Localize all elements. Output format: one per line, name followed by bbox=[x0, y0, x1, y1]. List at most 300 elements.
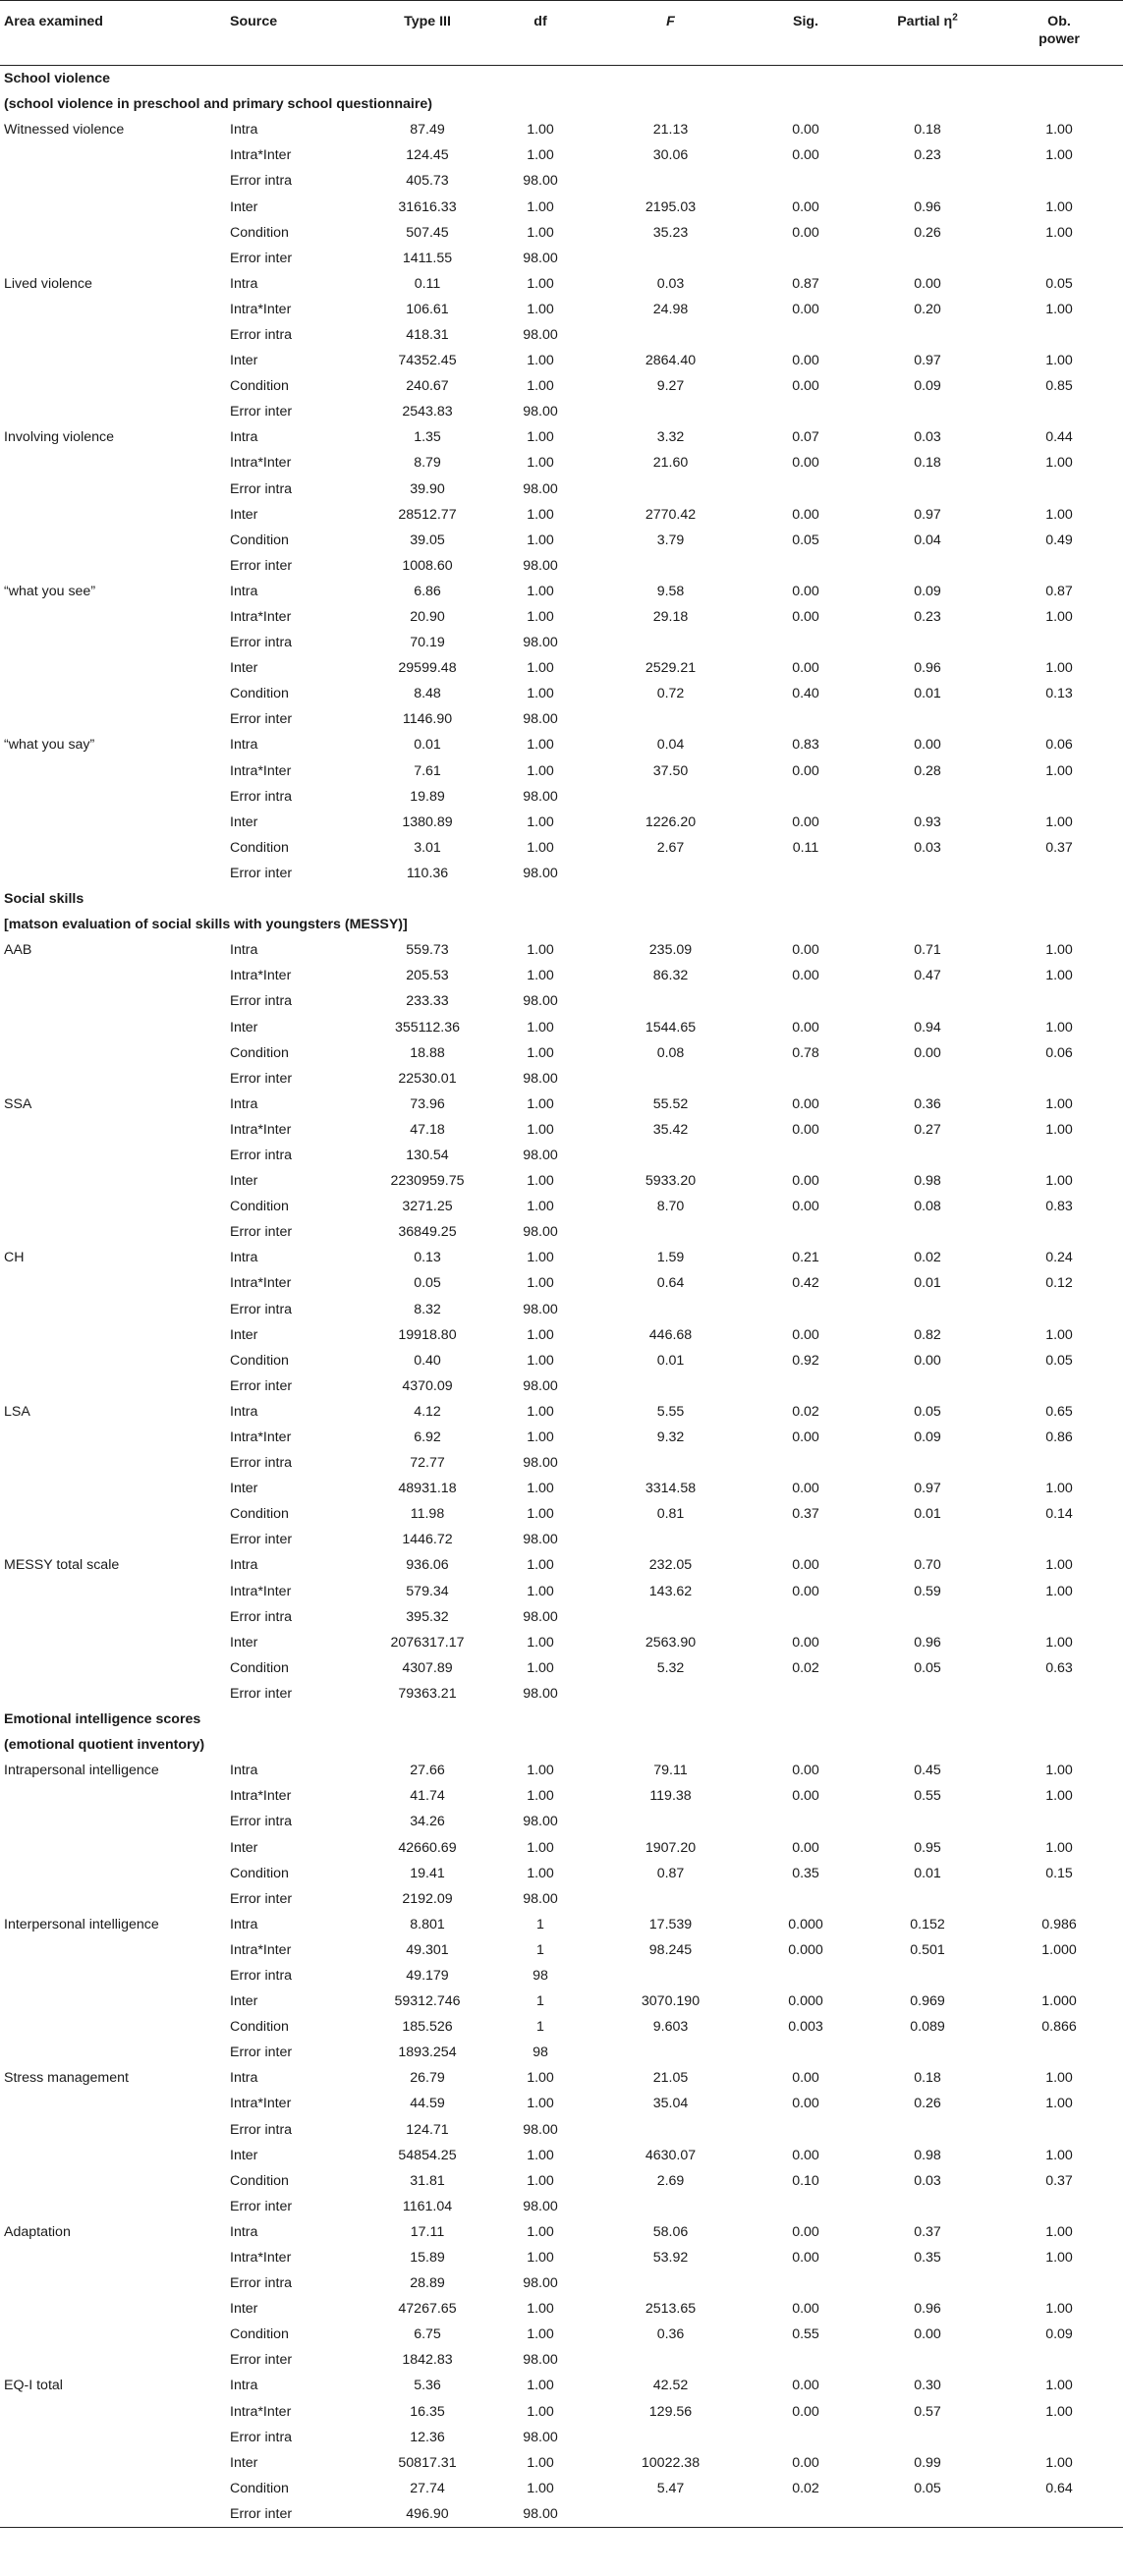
source-cell: Intra*Inter bbox=[230, 2096, 292, 2112]
f-cell bbox=[590, 322, 752, 348]
type-iii-cell: 8.79 bbox=[414, 455, 441, 472]
table-row bbox=[0, 2117, 1123, 2143]
sig-cell bbox=[752, 1527, 860, 1552]
sig-cell: 0.00 bbox=[792, 1763, 819, 1779]
area-examined-cell bbox=[0, 861, 226, 886]
source-cell: Error intra bbox=[230, 1608, 293, 1625]
source-cell: Intra*Inter bbox=[230, 301, 292, 317]
df-cell: 1.00 bbox=[527, 353, 554, 369]
df-cell: 1.00 bbox=[527, 813, 554, 830]
sig-cell: 0.00 bbox=[792, 455, 819, 472]
header-area-examined: Area examined bbox=[0, 1, 226, 66]
source-cell: Condition bbox=[230, 1044, 289, 1061]
ob-power-cell: 1.00 bbox=[1045, 968, 1073, 984]
sig-cell: 0.00 bbox=[792, 609, 819, 626]
sig-cell: 0.00 bbox=[792, 968, 819, 984]
source-cell: Condition bbox=[230, 2480, 289, 2496]
area-examined-cell bbox=[0, 835, 226, 861]
sig-cell: 0.000 bbox=[788, 1941, 823, 1958]
partial-eta-cell: 0.00 bbox=[914, 737, 941, 754]
partial-eta-cell: 0.03 bbox=[914, 429, 941, 446]
ob-power-cell bbox=[995, 630, 1123, 655]
sig-cell: 0.78 bbox=[792, 1044, 819, 1061]
source-cell: Inter bbox=[230, 2147, 258, 2163]
area-examined-cell bbox=[0, 758, 226, 784]
area-examined-cell bbox=[0, 373, 226, 399]
df-cell: 1.00 bbox=[527, 1659, 554, 1676]
ob-power-cell bbox=[995, 476, 1123, 502]
df-cell: 98 bbox=[533, 1967, 548, 1984]
df-cell: 98.00 bbox=[523, 1890, 558, 1907]
source-cell: Intra bbox=[230, 1763, 258, 1779]
area-examined-cell bbox=[0, 2143, 226, 2168]
area-examined-cell: Witnessed violence bbox=[4, 122, 125, 139]
type-iii-cell: 26.79 bbox=[410, 2070, 445, 2087]
source-cell: Intra*Inter bbox=[230, 968, 292, 984]
type-iii-cell: 79363.21 bbox=[398, 1685, 457, 1702]
partial-eta-cell bbox=[860, 1527, 995, 1552]
f-cell bbox=[590, 1527, 752, 1552]
area-examined-cell bbox=[0, 1297, 226, 1322]
sig-cell: 0.00 bbox=[792, 2096, 819, 2112]
f-cell bbox=[590, 2270, 752, 2296]
df-cell: 98.00 bbox=[523, 2121, 558, 2138]
ob-power-cell bbox=[995, 1527, 1123, 1552]
area-examined-cell bbox=[0, 1937, 226, 1963]
type-iii-cell: 19.89 bbox=[410, 788, 445, 805]
partial-eta-cell: 0.82 bbox=[914, 1326, 941, 1343]
ob-power-cell: 0.64 bbox=[1045, 2480, 1073, 2496]
source-cell: Error intra bbox=[230, 173, 293, 190]
ob-power-cell bbox=[995, 1809, 1123, 1834]
area-examined-cell: Stress management bbox=[4, 2070, 129, 2087]
type-iii-cell: 1842.83 bbox=[402, 2352, 453, 2369]
ob-power-cell bbox=[995, 2117, 1123, 2143]
df-cell: 1.00 bbox=[527, 1634, 554, 1651]
area-examined-cell: SSA bbox=[4, 1095, 32, 1112]
table-row bbox=[0, 528, 1123, 553]
ob-power-cell: 1.00 bbox=[1045, 1019, 1073, 1036]
ob-power-cell: 0.44 bbox=[1045, 429, 1073, 446]
f-cell: 3.79 bbox=[656, 532, 685, 548]
table-row bbox=[0, 2373, 1123, 2398]
df-cell: 1.00 bbox=[527, 1583, 554, 1599]
area-examined-cell bbox=[0, 2040, 226, 2065]
partial-eta-cell bbox=[860, 1681, 995, 1707]
area-examined-cell bbox=[0, 1988, 226, 2014]
ob-power-cell bbox=[995, 322, 1123, 348]
table-row bbox=[0, 2425, 1123, 2450]
sig-cell bbox=[752, 2194, 860, 2219]
table-row bbox=[0, 1912, 1123, 1937]
source-cell: Intra*Inter bbox=[230, 1121, 292, 1138]
partial-eta-cell bbox=[860, 1219, 995, 1245]
section-title: Social skills bbox=[4, 891, 84, 908]
sig-cell bbox=[752, 1450, 860, 1476]
ob-power-cell: 0.86 bbox=[1045, 1429, 1073, 1446]
area-examined-cell: LSA bbox=[4, 1403, 30, 1420]
table-row bbox=[0, 168, 1123, 194]
partial-eta-cell: 0.05 bbox=[914, 2480, 941, 2496]
f-cell: 0.01 bbox=[656, 1352, 685, 1369]
partial-eta-cell: 0.08 bbox=[914, 1199, 941, 1215]
f-cell bbox=[590, 988, 752, 1014]
table-row bbox=[0, 1322, 1123, 1348]
df-cell: 1.00 bbox=[527, 1506, 554, 1523]
ob-power-cell: 1.00 bbox=[1045, 762, 1073, 779]
type-iii-cell: 6.75 bbox=[414, 2326, 441, 2343]
partial-eta-cell: 0.97 bbox=[914, 1481, 941, 1497]
partial-eta-cell bbox=[860, 2270, 995, 2296]
type-iii-cell: 355112.36 bbox=[394, 1019, 460, 1036]
sig-cell bbox=[752, 1066, 860, 1092]
area-examined-cell bbox=[0, 1450, 226, 1476]
sig-cell bbox=[752, 1373, 860, 1399]
partial-eta-cell bbox=[860, 1066, 995, 1092]
table-row bbox=[0, 937, 1123, 963]
table-row bbox=[0, 117, 1123, 142]
partial-eta-cell bbox=[860, 168, 995, 194]
df-cell: 98.00 bbox=[523, 1224, 558, 1241]
table-row bbox=[0, 399, 1123, 424]
sig-cell: 0.00 bbox=[792, 2454, 819, 2471]
section-title: (emotional quotient inventory) bbox=[4, 1737, 205, 1754]
df-cell: 1.00 bbox=[527, 2096, 554, 2112]
partial-eta-cell bbox=[860, 246, 995, 271]
source-cell: Condition bbox=[230, 2326, 289, 2343]
table-row bbox=[0, 271, 1123, 297]
table-row bbox=[0, 2168, 1123, 2194]
source-cell: Error intra bbox=[230, 1455, 293, 1472]
sig-cell: 0.00 bbox=[792, 147, 819, 164]
partial-eta-cell bbox=[860, 553, 995, 579]
sig-cell bbox=[752, 553, 860, 579]
table-row bbox=[0, 1040, 1123, 1066]
type-iii-cell: 50817.31 bbox=[398, 2454, 457, 2471]
source-cell: Condition bbox=[230, 378, 289, 395]
area-examined-cell bbox=[0, 681, 226, 706]
type-iii-cell: 16.35 bbox=[410, 2403, 445, 2420]
df-cell: 1.00 bbox=[527, 2454, 554, 2471]
area-examined-cell bbox=[0, 2117, 226, 2143]
partial-eta-cell bbox=[860, 399, 995, 424]
sig-cell: 0.00 bbox=[792, 2250, 819, 2267]
f-cell bbox=[590, 630, 752, 655]
area-examined-cell bbox=[0, 2322, 226, 2347]
area-examined-cell bbox=[0, 1194, 226, 1219]
sig-cell: 0.00 bbox=[792, 2403, 819, 2420]
area-examined-cell bbox=[0, 220, 226, 246]
df-cell: 98.00 bbox=[523, 1147, 558, 1163]
table-row bbox=[0, 1579, 1123, 1604]
type-iii-cell: 31616.33 bbox=[398, 198, 457, 215]
f-cell bbox=[590, 1143, 752, 1168]
header-row bbox=[0, 1, 1123, 66]
table-row bbox=[0, 630, 1123, 655]
type-iii-cell: 110.36 bbox=[406, 865, 449, 881]
partial-eta-cell: 0.98 bbox=[914, 1173, 941, 1190]
df-cell: 1.00 bbox=[527, 942, 554, 959]
partial-eta-cell bbox=[860, 1963, 995, 1988]
header-source: Source bbox=[226, 1, 364, 66]
type-iii-cell: 12.36 bbox=[410, 2429, 445, 2445]
ob-power-cell: 1.00 bbox=[1045, 1173, 1073, 1190]
sig-cell bbox=[752, 1681, 860, 1707]
ob-power-cell: 0.986 bbox=[1041, 1916, 1077, 1932]
sig-cell: 0.00 bbox=[792, 2378, 819, 2394]
partial-eta-cell bbox=[860, 2194, 995, 2219]
type-iii-cell: 240.67 bbox=[406, 378, 449, 395]
sig-cell bbox=[752, 988, 860, 1014]
type-iii-cell: 1.35 bbox=[414, 429, 441, 446]
source-cell: Error intra bbox=[230, 788, 293, 805]
partial-eta-cell: 0.37 bbox=[914, 2223, 941, 2240]
source-cell: Error intra bbox=[230, 326, 293, 343]
table-row bbox=[0, 1219, 1123, 1245]
table-row bbox=[0, 784, 1123, 810]
sig-cell: 0.00 bbox=[792, 1019, 819, 1036]
table-row bbox=[0, 1117, 1123, 1143]
table-row bbox=[0, 604, 1123, 630]
area-examined-cell bbox=[0, 2450, 226, 2476]
table-row bbox=[0, 142, 1123, 168]
ob-power-cell: 1.00 bbox=[1045, 2454, 1073, 2471]
ob-power-cell bbox=[995, 861, 1123, 886]
f-cell: 5.55 bbox=[656, 1403, 685, 1420]
table-row bbox=[0, 655, 1123, 681]
partial-eta-cell: 0.01 bbox=[914, 686, 941, 702]
ob-power-cell: 1.000 bbox=[1041, 1941, 1077, 1958]
ob-power-cell bbox=[995, 1604, 1123, 1630]
area-examined-cell bbox=[0, 1219, 226, 1245]
sig-cell bbox=[752, 2501, 860, 2528]
area-examined-cell bbox=[0, 2399, 226, 2425]
sig-cell bbox=[752, 2117, 860, 2143]
header-observed-power bbox=[995, 1, 1123, 66]
partial-eta-cell: 0.47 bbox=[914, 968, 941, 984]
ob-power-cell: 1.00 bbox=[1045, 2223, 1073, 2240]
table-row bbox=[0, 1066, 1123, 1092]
area-examined-cell bbox=[0, 1143, 226, 1168]
f-cell: 24.98 bbox=[652, 301, 689, 317]
source-cell: Condition bbox=[230, 2019, 289, 2036]
df-cell: 1.00 bbox=[527, 1044, 554, 1061]
source-cell: Error inter bbox=[230, 1070, 293, 1087]
ob-power-cell bbox=[995, 553, 1123, 579]
source-cell: Inter bbox=[230, 2301, 258, 2318]
type-iii-cell: 233.33 bbox=[406, 993, 449, 1010]
ob-power-cell: 0.15 bbox=[1045, 1865, 1073, 1881]
area-examined-cell bbox=[0, 988, 226, 1014]
f-cell: 9.58 bbox=[656, 583, 685, 599]
table-row bbox=[0, 2270, 1123, 2296]
table-row bbox=[0, 1143, 1123, 1168]
ob-power-cell: 1.00 bbox=[1045, 660, 1073, 677]
sig-cell bbox=[752, 2347, 860, 2373]
partial-eta-cell bbox=[860, 1886, 995, 1912]
table-row bbox=[0, 1527, 1123, 1552]
partial-eta-cell: 0.09 bbox=[914, 378, 941, 395]
f-cell: 1907.20 bbox=[645, 1839, 697, 1856]
area-examined-cell: Lived violence bbox=[4, 275, 92, 292]
df-cell: 1.00 bbox=[527, 198, 554, 215]
type-iii-cell: 2543.83 bbox=[402, 404, 453, 420]
f-cell bbox=[590, 1681, 752, 1707]
type-iii-cell: 405.73 bbox=[406, 173, 449, 190]
area-examined-cell bbox=[0, 2347, 226, 2373]
type-iii-cell: 0.13 bbox=[414, 1250, 441, 1266]
ob-power-cell: 1.00 bbox=[1045, 942, 1073, 959]
area-examined-cell bbox=[0, 1579, 226, 1604]
type-iii-cell: 42660.69 bbox=[398, 1839, 457, 1856]
table-row bbox=[0, 424, 1123, 450]
area-examined-cell bbox=[0, 399, 226, 424]
sig-cell: 0.00 bbox=[792, 660, 819, 677]
sig-cell: 0.21 bbox=[792, 1250, 819, 1266]
ob-power-cell: 1.00 bbox=[1045, 1095, 1073, 1112]
source-cell: Error intra bbox=[230, 1301, 293, 1317]
header-ob-power-line1: Ob. bbox=[1047, 14, 1071, 29]
sig-cell: 0.000 bbox=[788, 1916, 823, 1932]
type-iii-cell: 395.32 bbox=[406, 1608, 449, 1625]
source-cell: Inter bbox=[230, 1839, 258, 1856]
area-examined-cell bbox=[0, 502, 226, 528]
f-cell bbox=[590, 1450, 752, 1476]
source-cell: Intra bbox=[230, 275, 258, 292]
f-cell bbox=[590, 1297, 752, 1322]
sig-cell: 0.02 bbox=[792, 1659, 819, 1676]
table-row bbox=[0, 1501, 1123, 1527]
type-iii-cell: 49.179 bbox=[406, 1967, 449, 1984]
area-examined-cell bbox=[0, 1861, 226, 1886]
source-cell: Intra bbox=[230, 1095, 258, 1112]
type-iii-cell: 3271.25 bbox=[402, 1199, 453, 1215]
table-row bbox=[0, 220, 1123, 246]
sig-cell: 0.00 bbox=[792, 2070, 819, 2087]
f-cell: 0.03 bbox=[656, 275, 685, 292]
f-cell: 2195.03 bbox=[645, 198, 697, 215]
type-iii-cell: 559.73 bbox=[406, 942, 449, 959]
area-examined-cell bbox=[0, 1681, 226, 1707]
df-cell: 1.00 bbox=[527, 1326, 554, 1343]
area-examined-cell bbox=[0, 168, 226, 194]
df-cell: 1.00 bbox=[527, 660, 554, 677]
area-examined-cell bbox=[0, 476, 226, 502]
ob-power-cell: 0.05 bbox=[1045, 1352, 1073, 1369]
ob-power-cell bbox=[995, 1450, 1123, 1476]
table-row bbox=[0, 1168, 1123, 1194]
source-cell: Error intra bbox=[230, 2275, 293, 2292]
f-cell: 4630.07 bbox=[645, 2147, 697, 2163]
ob-power-cell: 1.00 bbox=[1045, 2301, 1073, 2318]
ob-power-cell: 1.00 bbox=[1045, 1481, 1073, 1497]
header-sig: Sig. bbox=[752, 1, 860, 66]
source-cell: Intra bbox=[230, 1403, 258, 1420]
area-examined-cell bbox=[0, 604, 226, 630]
sig-cell: 0.00 bbox=[792, 1634, 819, 1651]
df-cell: 1 bbox=[536, 1916, 544, 1932]
partial-eta-cell: 0.00 bbox=[914, 1352, 941, 1369]
source-cell: Error inter bbox=[230, 1224, 293, 1241]
ob-power-cell bbox=[995, 706, 1123, 732]
table-row bbox=[0, 732, 1123, 757]
sig-cell: 0.83 bbox=[792, 737, 819, 754]
sig-cell bbox=[752, 2270, 860, 2296]
f-cell: 58.06 bbox=[652, 2223, 689, 2240]
table-row bbox=[0, 2347, 1123, 2373]
type-iii-cell: 185.526 bbox=[402, 2019, 453, 2036]
type-iii-cell: 18.88 bbox=[410, 1044, 445, 1061]
area-examined-cell bbox=[0, 1373, 226, 1399]
table-row bbox=[0, 2399, 1123, 2425]
df-cell: 1.00 bbox=[527, 1250, 554, 1266]
area-examined-cell bbox=[0, 553, 226, 579]
type-iii-cell: 2076317.17 bbox=[390, 1634, 465, 1651]
f-cell: 21.13 bbox=[652, 122, 689, 139]
f-cell: 53.92 bbox=[652, 2250, 689, 2267]
table-row bbox=[0, 348, 1123, 373]
source-cell: Intra*Inter bbox=[230, 1429, 292, 1446]
ob-power-cell: 0.65 bbox=[1045, 1403, 1073, 1420]
f-cell: 1.59 bbox=[656, 1250, 685, 1266]
area-examined-cell bbox=[0, 1655, 226, 1681]
f-cell: 21.60 bbox=[652, 455, 689, 472]
area-examined-cell bbox=[0, 194, 226, 219]
area-examined-cell bbox=[0, 2194, 226, 2219]
source-cell: Error inter bbox=[230, 557, 293, 574]
source-cell: Inter bbox=[230, 506, 258, 523]
type-iii-cell: 28.89 bbox=[410, 2275, 445, 2292]
area-examined-cell bbox=[0, 2245, 226, 2270]
area-examined-cell: EQ-I total bbox=[4, 2378, 63, 2394]
type-iii-cell: 0.40 bbox=[414, 1352, 441, 1369]
sig-cell: 0.00 bbox=[792, 1583, 819, 1599]
sig-cell: 0.00 bbox=[792, 583, 819, 599]
sig-cell bbox=[752, 706, 860, 732]
partial-eta-cell: 0.57 bbox=[914, 2403, 941, 2420]
sig-cell bbox=[752, 1297, 860, 1322]
partial-eta-cell: 0.36 bbox=[914, 1095, 941, 1112]
partial-eta-cell: 0.20 bbox=[914, 301, 941, 317]
type-iii-cell: 5.36 bbox=[414, 2378, 441, 2394]
df-cell: 1.00 bbox=[527, 1865, 554, 1881]
sig-cell: 0.00 bbox=[792, 2147, 819, 2163]
type-iii-cell: 44.59 bbox=[410, 2096, 445, 2112]
df-cell: 1.00 bbox=[527, 2301, 554, 2318]
area-examined-cell bbox=[0, 2168, 226, 2194]
area-examined-cell bbox=[0, 1322, 226, 1348]
f-cell: 0.36 bbox=[656, 2326, 685, 2343]
f-cell: 143.62 bbox=[648, 1583, 693, 1599]
area-examined-cell bbox=[0, 1476, 226, 1501]
ob-power-cell: 1.00 bbox=[1045, 609, 1073, 626]
partial-eta-cell bbox=[860, 2501, 995, 2528]
sig-cell bbox=[752, 1886, 860, 1912]
ob-power-cell: 1.00 bbox=[1045, 353, 1073, 369]
source-cell: Intra bbox=[230, 942, 258, 959]
f-cell: 0.72 bbox=[656, 686, 685, 702]
f-cell: 37.50 bbox=[652, 762, 689, 779]
area-examined-cell bbox=[0, 810, 226, 835]
df-cell: 98.00 bbox=[523, 1301, 558, 1317]
ob-power-cell bbox=[995, 1143, 1123, 1168]
ob-power-cell bbox=[995, 168, 1123, 194]
type-iii-cell: 8.32 bbox=[414, 1301, 441, 1317]
type-iii-cell: 20.90 bbox=[410, 609, 445, 626]
ob-power-cell: 0.13 bbox=[1045, 686, 1073, 702]
df-cell: 98.00 bbox=[523, 1685, 558, 1702]
source-cell: Intra*Inter bbox=[230, 609, 292, 626]
